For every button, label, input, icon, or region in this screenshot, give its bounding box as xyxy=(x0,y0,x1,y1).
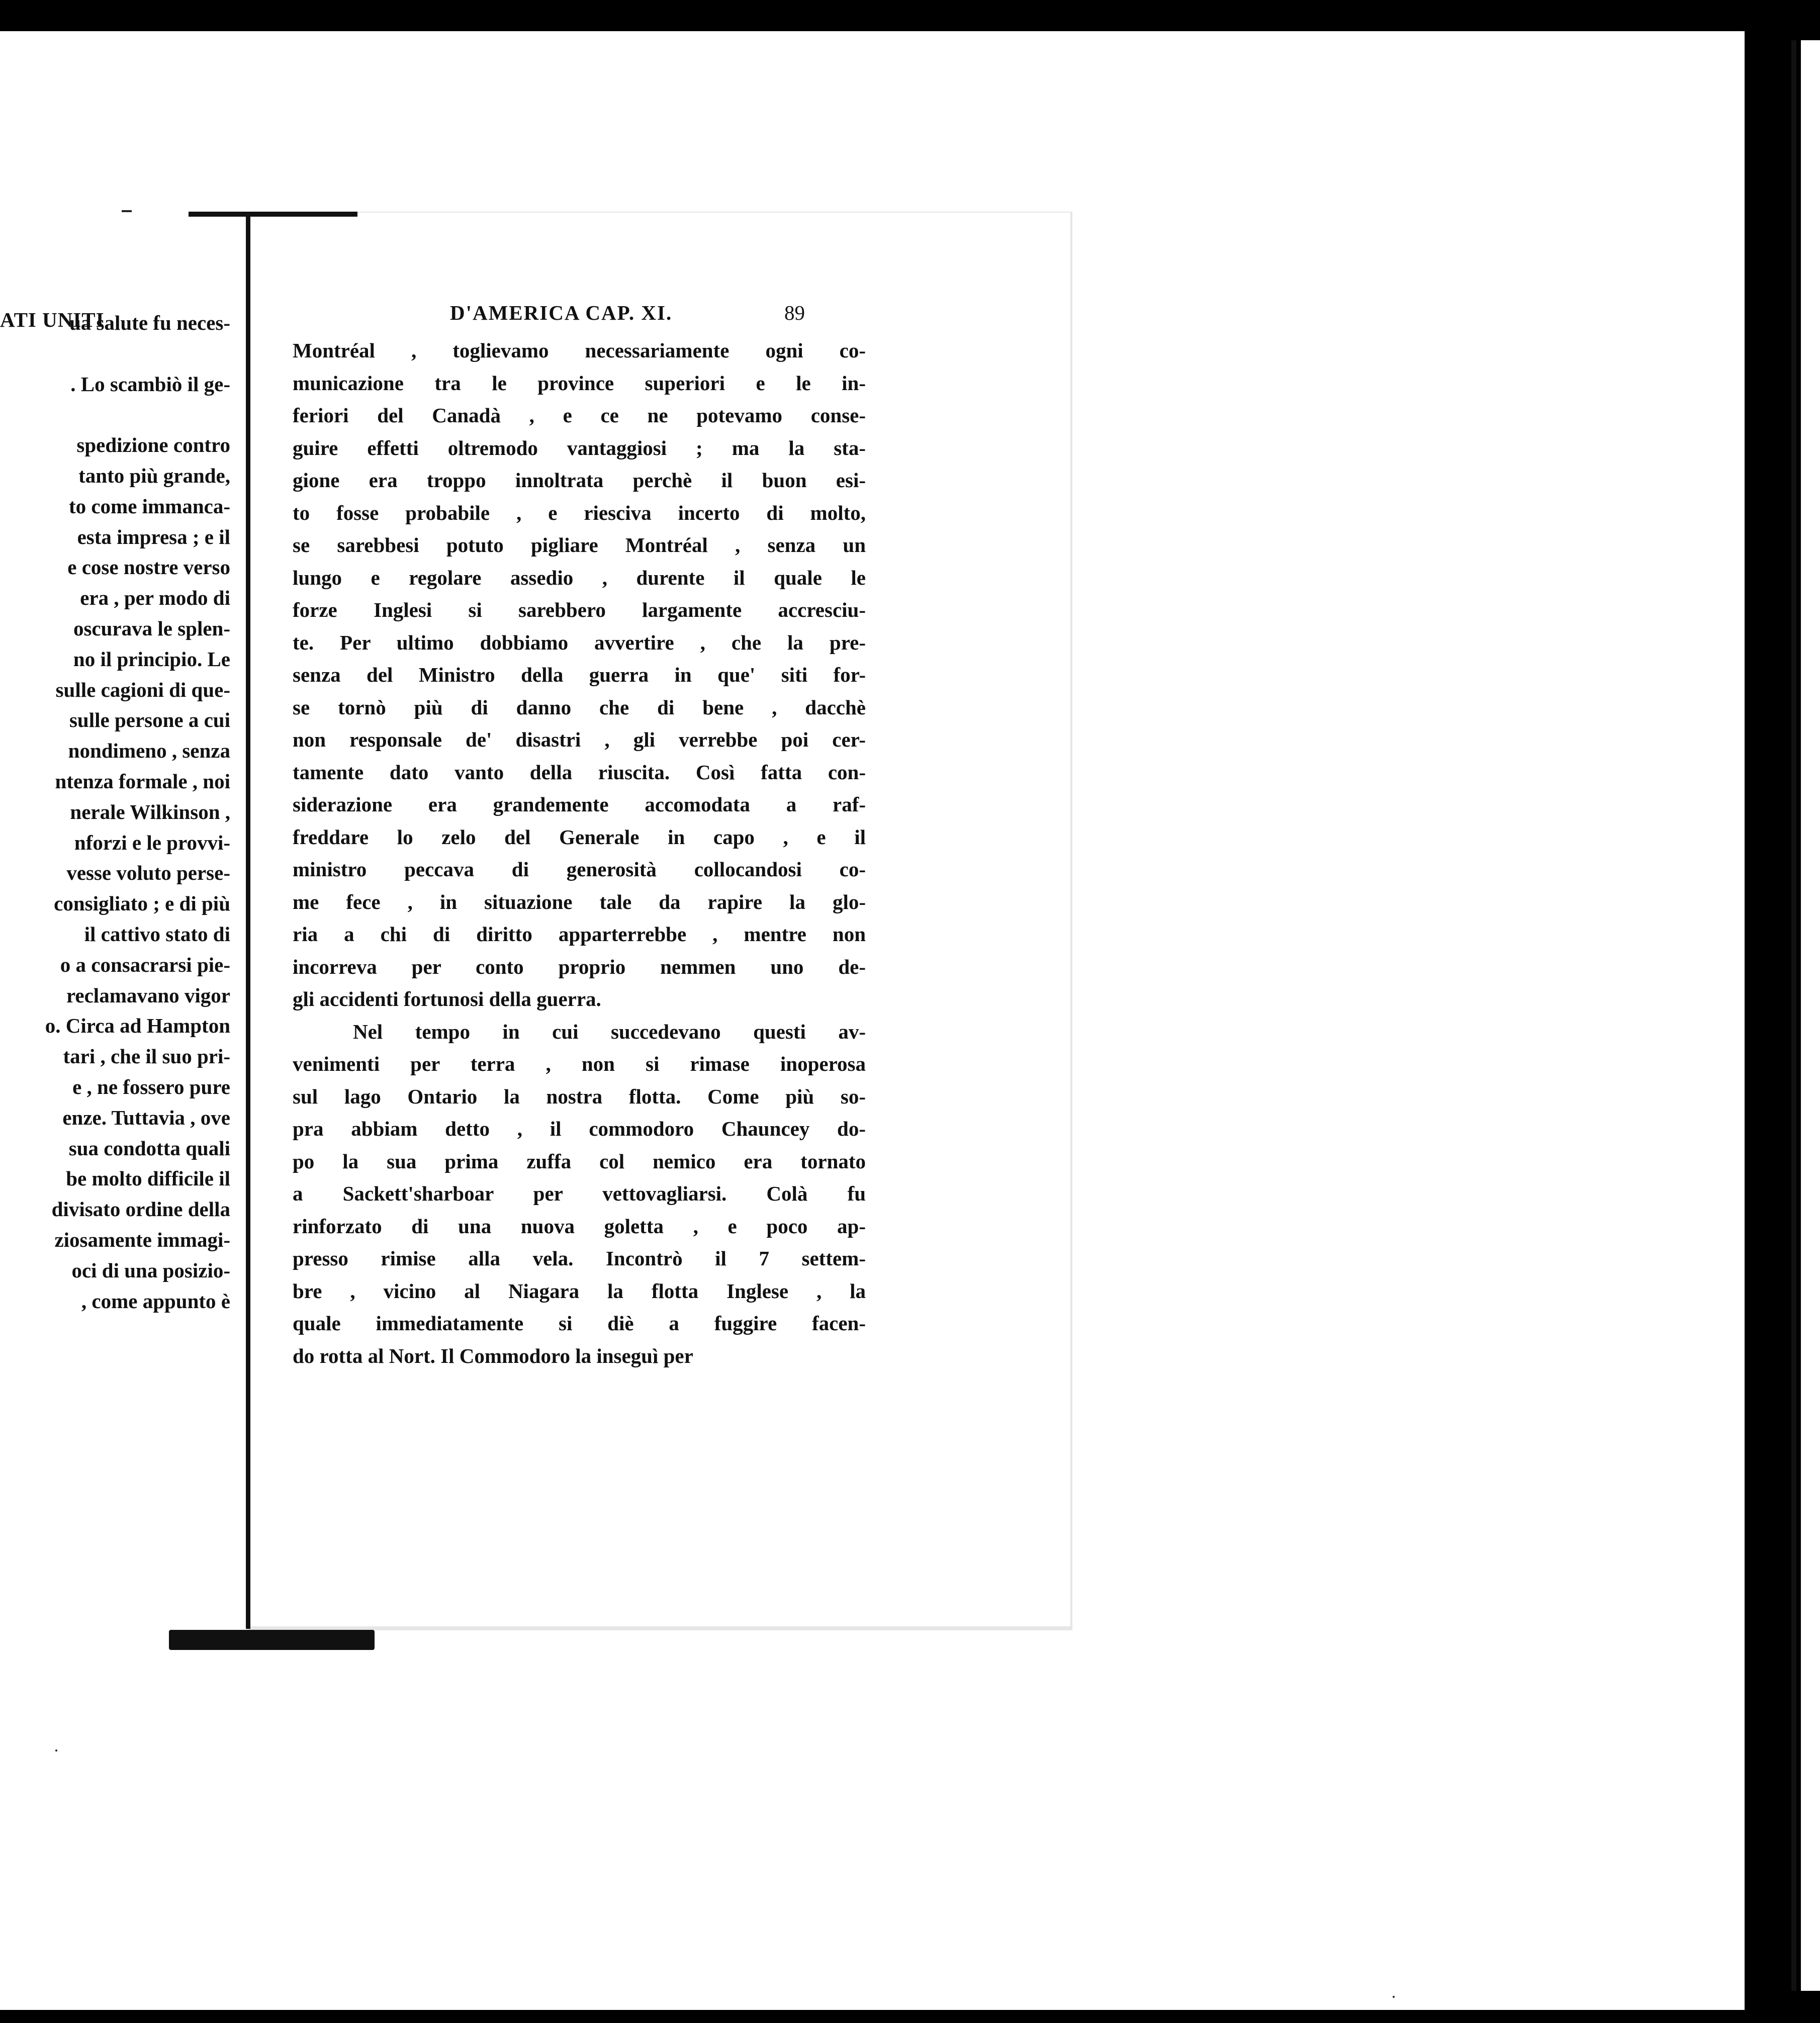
dust-speck xyxy=(1393,1996,1395,1998)
book-clamp-top xyxy=(189,212,357,217)
text-line: gli accidenti fortunosi della guerra. xyxy=(293,987,601,1010)
text-line: do rotta al Nort. Il Commodoro la inseguì per xyxy=(293,1344,693,1367)
text-line: se sarebbesi potuto pigliare Montréal , senza un xyxy=(293,533,866,557)
text-line: siderazione era grandemente accomodata a raf- xyxy=(293,793,866,816)
left-line: e , ne fossero pure xyxy=(72,1075,230,1098)
left-line: divisato ordine della xyxy=(51,1198,230,1221)
left-line: . Lo scambiò il ge- xyxy=(70,372,230,396)
text-line: ria a chi di diritto apparterrebbe , mentre non xyxy=(293,923,866,946)
dust-speck xyxy=(55,1750,57,1752)
right-page-text xyxy=(293,334,866,1372)
left-line: be molto difficile il xyxy=(66,1167,230,1190)
text-line: presso rimise alla vela. Incontrò il 7 settem- xyxy=(293,1247,866,1270)
text-line: senza del Ministro della guerra in que' siti for- xyxy=(293,663,866,686)
text-line: te. Per ultimo dobbiamo avvertire , che la pre- xyxy=(293,630,866,654)
text-line: incorreva per conto proprio nemmen uno de- xyxy=(293,955,866,978)
left-line: ua salute fu neces- xyxy=(69,311,230,334)
left-line: , come appunto è xyxy=(81,1289,230,1313)
left-line: esta impresa ; e il xyxy=(77,525,230,548)
text-line: non responsale de' disastri , gli verrebbe poi cer- xyxy=(293,728,866,751)
text-line: feriori del Canadà , e ce ne potevamo conse- xyxy=(293,404,866,427)
left-line: nondimeno , senza xyxy=(68,739,230,763)
left-line: e cose nostre verso xyxy=(67,556,230,579)
left-line: oci di una posizio- xyxy=(71,1258,230,1282)
left-line: sua condotta quali xyxy=(68,1136,230,1160)
text-line: ministro peccava di generosità collocandosi co- xyxy=(293,858,866,881)
left-line: oscurava le splen- xyxy=(73,616,230,640)
text-line: municazione tra le province superiori e le in- xyxy=(293,371,866,395)
left-line: sulle cagioni di que- xyxy=(55,678,230,701)
text-line: venimenti per terra , non si rimase inoperosa xyxy=(293,1052,866,1075)
text-line: me fece , in situazione tale da rapire la glo- xyxy=(293,890,866,913)
text-line: Nel tempo in cui succedevano questi av- xyxy=(353,1020,866,1043)
left-line: nforzi e le provvi- xyxy=(74,831,230,854)
text-line: lungo e regolare assedio , durente il quale le xyxy=(293,566,866,589)
text-line: pra abbiam detto , il commodoro Chauncey do- xyxy=(293,1117,866,1140)
left-page-text xyxy=(0,308,230,1316)
left-line: vesse voluto perse- xyxy=(66,861,230,885)
text-line: se tornò più di danno che di bene , dacchè xyxy=(293,695,866,719)
clamp-tick xyxy=(122,210,132,212)
left-running-head: ATI UNITI xyxy=(0,308,105,331)
text-line: bre , vicino al Niagara la flotta Inglese , la xyxy=(293,1279,866,1303)
left-line: enze. Tuttavia , ove xyxy=(62,1106,230,1129)
left-line: era , per modo di xyxy=(80,586,230,610)
running-head: D'AMERICA CAP. XI. xyxy=(450,301,673,324)
text-line: guire effetti oltremodo vantaggiosi ; ma la sta- xyxy=(293,436,866,459)
text-line: forze Inglesi si sarebbero largamente accresciu- xyxy=(293,598,866,621)
left-line: sulle persone a cui xyxy=(69,708,230,732)
text-line: a Sackett'sharboar per vettovagliarsi. Colà fu xyxy=(293,1182,866,1205)
binding-gap xyxy=(1791,40,1796,1991)
left-line: ziosamente immagi- xyxy=(54,1228,230,1251)
page-number: 89 xyxy=(784,301,805,324)
left-line xyxy=(0,399,230,430)
left-line: spedizione contro xyxy=(76,433,230,457)
left-line: consigliato ; e di più xyxy=(54,892,230,915)
left-line: ntenza formale , noi xyxy=(55,769,230,793)
text-line: quale immediatamente si diè a fuggire facen- xyxy=(293,1312,866,1335)
left-line: to come immanca- xyxy=(68,494,230,518)
left-line: tari , che il suo pri- xyxy=(63,1045,230,1068)
left-line: il cattivo stato di xyxy=(84,922,230,946)
text-line: freddare lo zelo del Generale in capo , e il xyxy=(293,825,866,849)
next-page-edge xyxy=(1801,40,1820,1991)
text-line: sul lago Ontario la nostra flotta. Come più so- xyxy=(293,1084,866,1108)
text-line: po la sua prima zuffa col nemico era tornato xyxy=(293,1149,866,1173)
left-line: no il principio. Le xyxy=(73,647,230,671)
left-line: o a consacrarsi pie- xyxy=(60,953,230,976)
book-clamp-base xyxy=(169,1630,375,1650)
text-line: tamente dato vanto della riuscita. Così fatta con- xyxy=(293,760,866,784)
left-line: o. Circa ad Hampton xyxy=(45,1014,230,1038)
text-line: to fosse probabile , e riesciva incerto di molto, xyxy=(293,501,866,524)
text-line: Montréal , toglievamo necessariamente ogni co- xyxy=(293,339,866,362)
left-line: nerale Wilkinson , xyxy=(70,800,230,823)
book-clamp-stem xyxy=(246,216,250,1629)
text-line: gione era troppo innoltrata perchè il buon esi- xyxy=(293,469,866,492)
left-line: reclamavano vigor xyxy=(66,983,230,1007)
left-line: tanto più grande, xyxy=(78,464,230,487)
text-line: rinforzato di una nuova goletta , e poco ap- xyxy=(293,1214,866,1238)
